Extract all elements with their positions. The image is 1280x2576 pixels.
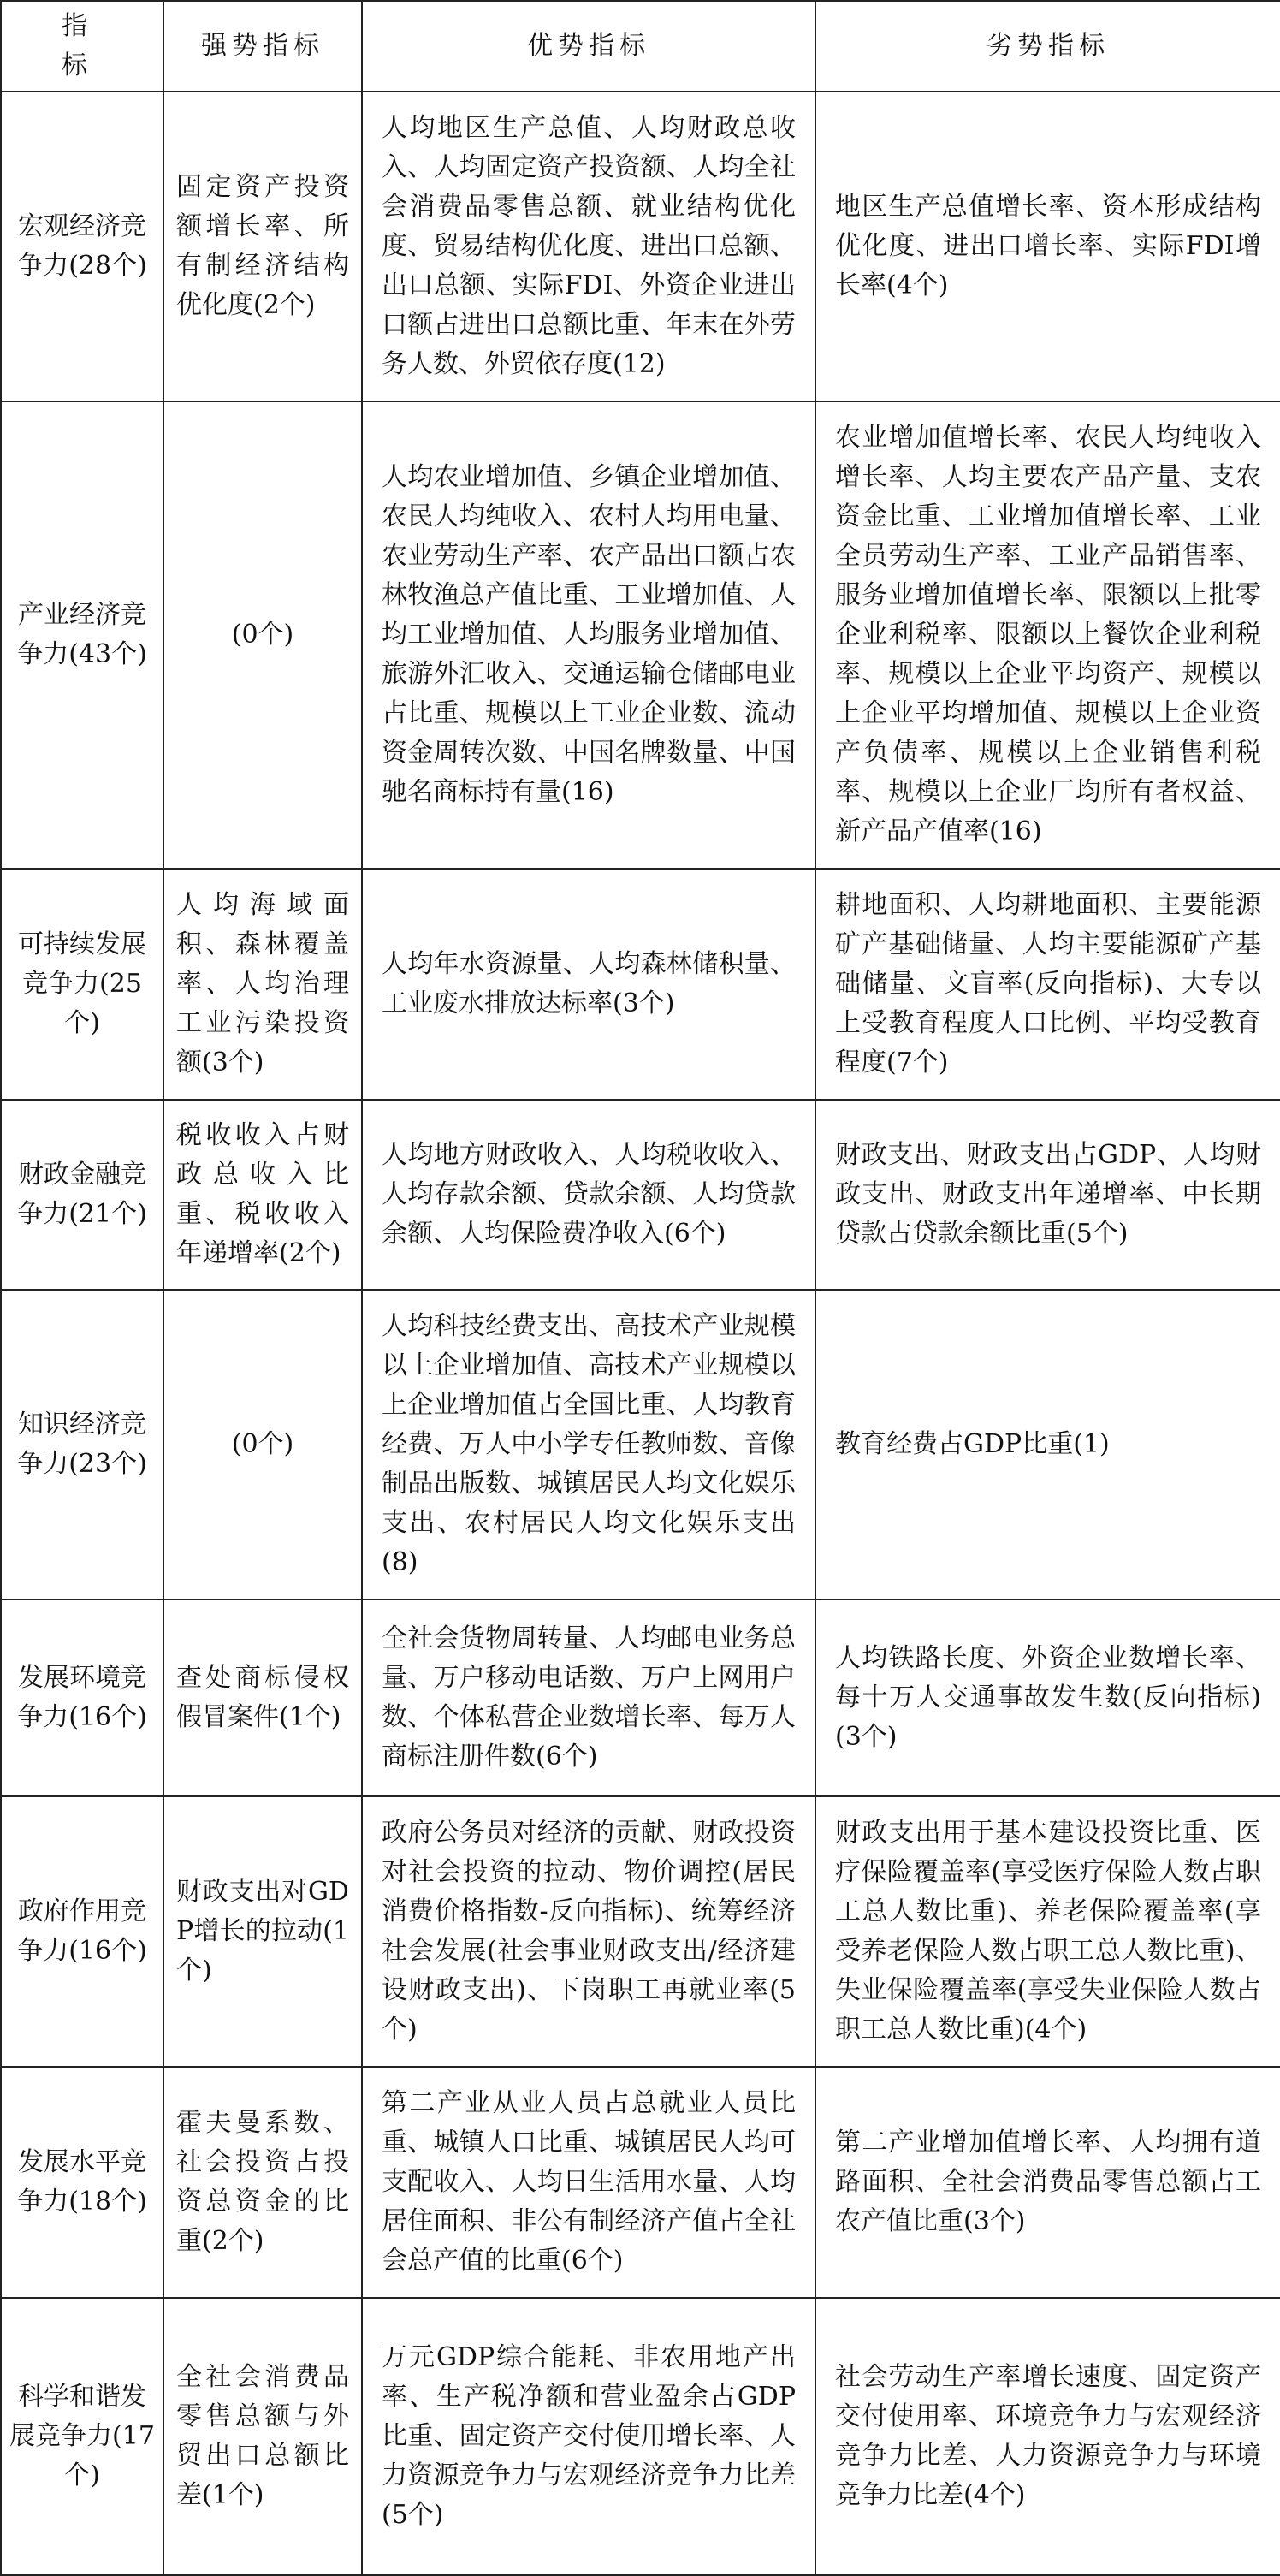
row-weak: 耕地面积、人均耕地面积、主要能源矿产基础储量、人均主要能源矿产基础储量、文盲率(反向指标)、大专以上受教育程度人口比例、平均受教育程度(7个): [815, 869, 1280, 1100]
row-advantage: 人均科技经费支出、高技术产业规模以上企业增加值、高技术产业规模以上企业增加值占全国比重、人均教育经费、万人中小学专任教师数、音像制品出版数、城镇居民人均文化娱乐支出、农村居民人均文化娱乐支出(8): [362, 1290, 815, 1600]
row-strong: (0个): [163, 1290, 362, 1600]
row-strong: 税收收入占财政总收入比重、税收收入年递增率(2个): [163, 1100, 362, 1290]
row-advantage: 人均地方财政收入、人均税收收入、人均存款余额、贷款余额、人均贷款余额、人均保险费净收入(6个): [362, 1100, 815, 1290]
row-strong: 霍夫曼系数、社会投资占投资总资金的比重(2个): [163, 2067, 362, 2298]
row-strong: 固定资产投资额增长率、所有制经济结构优化度(2个): [163, 92, 362, 401]
row-category: 科学和谐发展竞争力(17个): [1, 2298, 163, 2575]
row-strong: 查处商标侵权假冒案件(1个): [163, 1600, 362, 1796]
row-category: 知识经济竞争力(23个): [1, 1290, 163, 1600]
row-category: 政府作用竞争力(16个): [1, 1796, 163, 2067]
row-weak: 地区生产总值增长率、资本形成结构优化度、进出口增长率、实际FDI增长率(4个): [815, 92, 1280, 401]
row-advantage: 人均农业增加值、乡镇企业增加值、农民人均纯收入、农村人均用电量、农业劳动生产率、农产品出口额占农林牧渔总产值比重、工业增加值、人均工业增加值、人均服务业增加值、旅游外汇收入、交通运输仓储邮电业占比重、规模以上工业企业数、流动资金周转次数、中国名牌数量、中国驰名商标持有量(16): [362, 401, 815, 869]
row-advantage: 全社会货物周转量、人均邮电业务总量、万户移动电话数、万户上网用户数、个体私营企业数增长率、每万人商标注册件数(6个): [362, 1600, 815, 1796]
table-row: [1, 1290, 1280, 1600]
row-advantage: 人均年水资源量、人均森林储积量、工业废水排放达标率(3个): [362, 869, 815, 1100]
row-advantage: 政府公务员对经济的贡献、财政投资对社会投资的拉动、物价调控(居民消费价格指数-反向指标)、统筹经济社会发展(社会事业财政支出/经济建设财政支出)、下岗职工再就业率(5个): [362, 1796, 815, 2067]
row-strong: 人均海域面积、森林覆盖率、人均治理工业污染投资额(3个): [163, 869, 362, 1100]
row-weak: 社会劳动生产率增长速度、固定资产交付使用率、环境竞争力与宏观经济竞争力比差、人力资源竞争力与环境竞争力比差(4个): [815, 2298, 1280, 2575]
row-strong: 全社会消费品零售总额与外贸出口总额比差(1个): [163, 2298, 362, 2575]
row-weak: 农业增加值增长率、农民人均纯收入增长率、人均主要农产品产量、支农资金比重、工业增加值增长率、工业全员劳动生产率、工业产品销售率、服务业增加值增长率、限额以上批零企业利税率、限额以上餐饮企业利税率、规模以上企业平均资产、规模以上企业平均增加值、规模以上企业资产负债率、规模以上企业销售利税率、规模以上企业厂均所有者权益、新产品产值率(16): [815, 401, 1280, 869]
row-advantage: 万元GDP综合能耗、非农用地产出率、生产税净额和营业盈余占GDP比重、固定资产交付使用增长率、人力资源竞争力与宏观经济竞争力比差(5个): [362, 2298, 815, 2575]
table-header-row: [1, 1, 1280, 92]
table-row: [1, 1100, 1280, 1290]
row-weak: 财政支出用于基本建设投资比重、医疗保险覆盖率(享受医疗保险人数占职工总人数比重)、养老保险覆盖率(享受养老保险人数占职工总人数比重)、失业保险覆盖率(享受失业保险人数占职工总人数比重)(4个): [815, 1796, 1280, 2067]
header-strong: 强势指标: [163, 1, 362, 92]
table-row: [1, 869, 1280, 1100]
header-advantage: 优势指标: [362, 1, 815, 92]
row-category: 宏观经济竞争力(28个): [1, 92, 163, 401]
table-row: [1, 401, 1280, 869]
row-weak: 教育经费占GDP比重(1): [815, 1290, 1280, 1600]
table-row: [1, 2298, 1280, 2575]
row-weak: 财政支出、财政支出占GDP、人均财政支出、财政支出年递增率、中长期贷款占贷款余额比重(5个): [815, 1100, 1280, 1290]
row-category: 财政金融竞争力(21个): [1, 1100, 163, 1290]
header-indicator: 指 标: [1, 1, 163, 92]
row-strong: 财政支出对GDP增长的拉动(1个): [163, 1796, 362, 2067]
row-category: 产业经济竞争力(43个): [1, 401, 163, 869]
table-row: [1, 1600, 1280, 1796]
row-category: 发展水平竞争力(18个): [1, 2067, 163, 2298]
row-weak: 人均铁路长度、外资企业数增长率、每十万人交通事故发生数(反向指标)(3个): [815, 1600, 1280, 1796]
table-row: [1, 2067, 1280, 2298]
row-weak: 第二产业增加值增长率、人均拥有道路面积、全社会消费品零售总额占工农产值比重(3个): [815, 2067, 1280, 2298]
row-category: 发展环境竞争力(16个): [1, 1600, 163, 1796]
header-weak: 劣势指标: [815, 1, 1280, 92]
table-row: [1, 92, 1280, 401]
row-strong: (0个): [163, 401, 362, 869]
row-category: 可持续发展竞争力(25个): [1, 869, 163, 1100]
table-row: [1, 1796, 1280, 2067]
row-advantage: 人均地区生产总值、人均财政总收入、人均固定资产投资额、人均全社会消费品零售总额、就业结构优化度、贸易结构优化度、进出口总额、出口总额、实际FDI、外资企业进出口额占进出口总额比重、年末在外劳务人数、外贸依存度(12): [362, 92, 815, 401]
row-advantage: 第二产业从业人员占总就业人员比重、城镇人口比重、城镇居民人均可支配收入、人均日生活用水量、人均居住面积、非公有制经济产值占全社会总产值的比重(6个): [362, 2067, 815, 2298]
